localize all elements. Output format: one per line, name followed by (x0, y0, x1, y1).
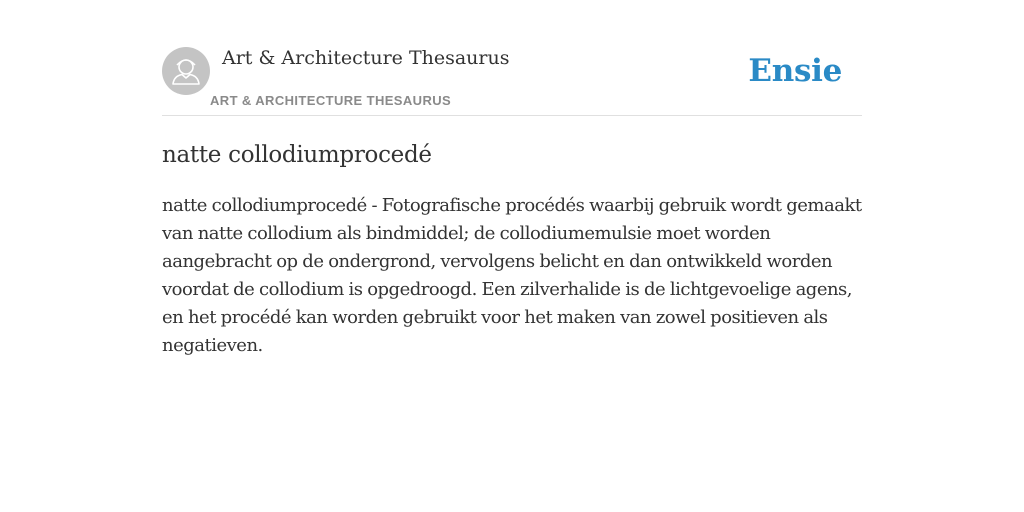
author-subtitle: ART & ARCHITECTURE THESAURUS (210, 93, 452, 108)
brand-logo[interactable]: Ensie (748, 53, 842, 89)
user-icon (162, 47, 210, 95)
author-name[interactable]: Art & Architecture Thesaurus (222, 47, 510, 69)
entry-title: natte collodiumprocedé (162, 142, 432, 168)
entry-definition: natte collodiumprocedé - Fotografische procédés waarbij gebruik wordt gemaakt van natte collodium als bindmiddel; de collodiumemulsie moet worden aangebracht op de ondergrond, vervolgens belicht en dan ontwikkeld worden voordat de collodium is opgedroogd. Een zilverhalide is de lichtgevoelige agens, en het procédé kan worden gebruikt voor het maken van zowel positieven als negatieven. (162, 195, 862, 356)
avatar[interactable] (162, 47, 210, 95)
author-header (162, 45, 862, 116)
